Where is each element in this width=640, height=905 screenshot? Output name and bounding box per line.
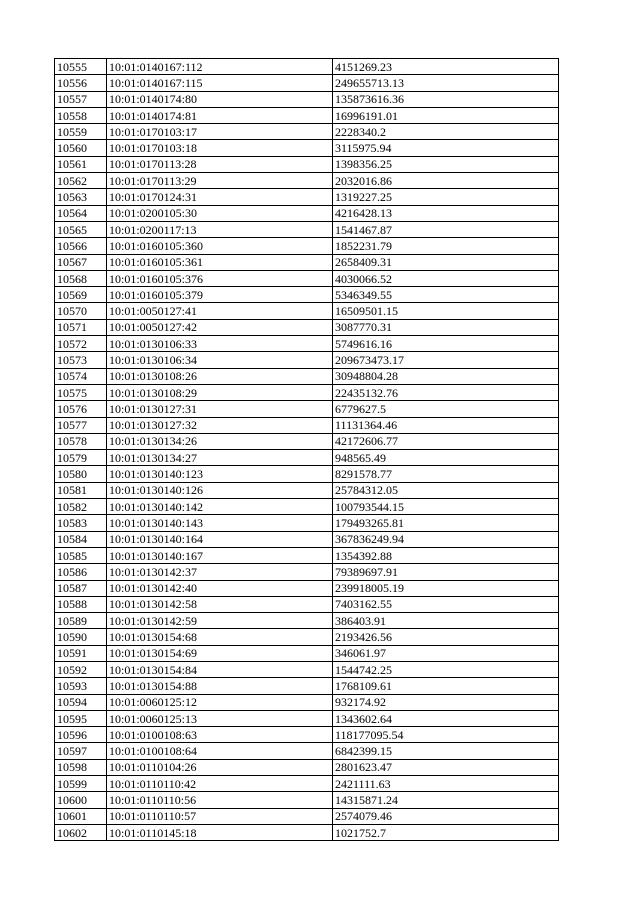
value-cell: 8291578.77 — [333, 466, 559, 482]
row-number-cell: 10571 — [55, 319, 107, 335]
row-number-cell: 10584 — [55, 531, 107, 547]
cadastral-number-cell: 10:01:0130142:40 — [107, 580, 333, 596]
value-cell: 948565.49 — [333, 450, 559, 466]
value-cell: 42172606.77 — [333, 433, 559, 449]
table-row — [55, 384, 559, 400]
row-number-cell: 10556 — [55, 75, 107, 91]
table-row — [55, 205, 559, 221]
row-number-cell: 10589 — [55, 613, 107, 629]
value-cell: 79389697.91 — [333, 564, 559, 580]
row-number-cell: 10569 — [55, 287, 107, 303]
row-number-cell: 10560 — [55, 140, 107, 156]
table-row — [55, 645, 559, 661]
value-cell: 2574079.46 — [333, 808, 559, 824]
value-cell: 3087770.31 — [333, 319, 559, 335]
table-row — [55, 173, 559, 189]
row-number-cell: 10598 — [55, 759, 107, 775]
value-cell: 239918005.19 — [333, 580, 559, 596]
cadastral-number-cell: 10:01:0130108:29 — [107, 384, 333, 400]
cadastral-number-cell: 10:01:0200117:13 — [107, 221, 333, 237]
value-cell: 22435132.76 — [333, 384, 559, 400]
cadastral-number-cell: 10:01:0130140:142 — [107, 499, 333, 515]
table-row — [55, 613, 559, 629]
row-number-cell: 10555 — [55, 59, 107, 75]
cadastral-number-cell: 10:01:0130127:31 — [107, 401, 333, 417]
table-row — [55, 580, 559, 596]
table-row — [55, 564, 559, 580]
cadastral-number-cell: 10:01:0160105:376 — [107, 270, 333, 286]
value-cell: 2801623.47 — [333, 759, 559, 775]
table-row — [55, 727, 559, 743]
row-number-cell: 10597 — [55, 743, 107, 759]
cadastral-number-cell: 10:01:0200105:30 — [107, 205, 333, 221]
row-number-cell: 10587 — [55, 580, 107, 596]
row-number-cell: 10572 — [55, 336, 107, 352]
value-cell: 209673473.17 — [333, 352, 559, 368]
table-row — [55, 661, 559, 677]
table-row — [55, 792, 559, 808]
cadastral-number-cell: 10:01:0050127:42 — [107, 319, 333, 335]
row-number-cell: 10601 — [55, 808, 107, 824]
row-number-cell: 10559 — [55, 124, 107, 140]
value-cell: 5749616.16 — [333, 336, 559, 352]
row-number-cell: 10599 — [55, 776, 107, 792]
table-row — [55, 336, 559, 352]
cadastral-number-cell: 10:01:0160105:361 — [107, 254, 333, 270]
value-cell: 2032016.86 — [333, 173, 559, 189]
row-number-cell: 10570 — [55, 303, 107, 319]
row-number-cell: 10586 — [55, 564, 107, 580]
value-cell: 100793544.15 — [333, 499, 559, 515]
table-row — [55, 824, 559, 840]
cadastral-number-cell: 10:01:0130134:27 — [107, 450, 333, 466]
value-cell: 2193426.56 — [333, 629, 559, 645]
table-row — [55, 156, 559, 172]
cadastral-number-cell: 10:01:0110110:57 — [107, 808, 333, 824]
value-cell: 16509501.15 — [333, 303, 559, 319]
value-cell: 1541467.87 — [333, 221, 559, 237]
row-number-cell: 10582 — [55, 499, 107, 515]
table-row — [55, 91, 559, 107]
cadastral-number-cell: 10:01:0170113:29 — [107, 173, 333, 189]
value-cell: 5346349.55 — [333, 287, 559, 303]
cadastral-number-cell: 10:01:0130154:68 — [107, 629, 333, 645]
value-cell: 386403.91 — [333, 613, 559, 629]
cadastral-number-cell: 10:01:0060125:13 — [107, 710, 333, 726]
table-row — [55, 678, 559, 694]
cadastral-number-cell: 10:01:0130142:59 — [107, 613, 333, 629]
cadastral-number-cell: 10:01:0140167:112 — [107, 59, 333, 75]
table-row — [55, 499, 559, 515]
row-number-cell: 10581 — [55, 482, 107, 498]
row-number-cell: 10577 — [55, 417, 107, 433]
cadastral-number-cell: 10:01:0130108:26 — [107, 368, 333, 384]
table-row — [55, 759, 559, 775]
cadastral-number-cell: 10:01:0140174:80 — [107, 91, 333, 107]
value-cell: 179493265.81 — [333, 515, 559, 531]
row-number-cell: 10573 — [55, 352, 107, 368]
value-cell: 2421111.63 — [333, 776, 559, 792]
row-number-cell: 10574 — [55, 368, 107, 384]
cadastral-number-cell: 10:01:0130106:33 — [107, 336, 333, 352]
row-number-cell: 10595 — [55, 710, 107, 726]
value-cell: 1343602.64 — [333, 710, 559, 726]
value-cell: 249655713.13 — [333, 75, 559, 91]
value-cell: 7403162.55 — [333, 596, 559, 612]
table-row — [55, 303, 559, 319]
value-cell: 4216428.13 — [333, 205, 559, 221]
row-number-cell: 10566 — [55, 238, 107, 254]
table-row — [55, 319, 559, 335]
table-row — [55, 189, 559, 205]
value-cell: 1852231.79 — [333, 238, 559, 254]
table-row — [55, 596, 559, 612]
value-cell: 932174.92 — [333, 694, 559, 710]
row-number-cell: 10590 — [55, 629, 107, 645]
row-number-cell: 10593 — [55, 678, 107, 694]
value-cell: 14315871.24 — [333, 792, 559, 808]
value-cell: 4151269.23 — [333, 59, 559, 75]
value-cell: 1319227.25 — [333, 189, 559, 205]
table-row — [55, 515, 559, 531]
table-row — [55, 450, 559, 466]
cadastral-number-cell: 10:01:0130154:84 — [107, 661, 333, 677]
cadastral-number-cell: 10:01:0100108:63 — [107, 727, 333, 743]
value-cell: 4030066.52 — [333, 270, 559, 286]
cadastral-number-cell: 10:01:0110145:18 — [107, 824, 333, 840]
row-number-cell: 10591 — [55, 645, 107, 661]
table-row — [55, 368, 559, 384]
value-cell: 25784312.05 — [333, 482, 559, 498]
row-number-cell: 10564 — [55, 205, 107, 221]
table-row — [55, 482, 559, 498]
value-cell: 11131364.46 — [333, 417, 559, 433]
row-number-cell: 10562 — [55, 173, 107, 189]
table-row — [55, 531, 559, 547]
table-row — [55, 221, 559, 237]
cadastral-number-cell: 10:01:0160105:379 — [107, 287, 333, 303]
cadastral-number-cell: 10:01:0060125:12 — [107, 694, 333, 710]
table-row — [55, 401, 559, 417]
cadastral-number-cell: 10:01:0130154:69 — [107, 645, 333, 661]
row-number-cell: 10568 — [55, 270, 107, 286]
value-cell: 2658409.31 — [333, 254, 559, 270]
value-cell: 3115975.94 — [333, 140, 559, 156]
table-row — [55, 743, 559, 759]
table-row — [55, 59, 559, 75]
table-row — [55, 352, 559, 368]
row-number-cell: 10557 — [55, 91, 107, 107]
cadastral-number-cell: 10:01:0160105:360 — [107, 238, 333, 254]
table-row — [55, 694, 559, 710]
row-number-cell: 10575 — [55, 384, 107, 400]
value-cell: 367836249.94 — [333, 531, 559, 547]
value-cell: 6779627.5 — [333, 401, 559, 417]
value-cell: 1768109.61 — [333, 678, 559, 694]
row-number-cell: 10565 — [55, 221, 107, 237]
value-cell: 1354392.88 — [333, 547, 559, 563]
table-row — [55, 140, 559, 156]
value-cell: 1398356.25 — [333, 156, 559, 172]
table-row — [55, 547, 559, 563]
cadastral-number-cell: 10:01:0130140:167 — [107, 547, 333, 563]
value-cell: 2228340.2 — [333, 124, 559, 140]
row-number-cell: 10583 — [55, 515, 107, 531]
table-row — [55, 254, 559, 270]
cadastral-number-cell: 10:01:0130142:37 — [107, 564, 333, 580]
cadastral-number-cell: 10:01:0130142:58 — [107, 596, 333, 612]
row-number-cell: 10585 — [55, 547, 107, 563]
cadastral-number-cell: 10:01:0170103:18 — [107, 140, 333, 156]
table-row — [55, 629, 559, 645]
cadastral-number-cell: 10:01:0130154:88 — [107, 678, 333, 694]
row-number-cell: 10567 — [55, 254, 107, 270]
value-cell: 135873616.36 — [333, 91, 559, 107]
cadastral-number-cell: 10:01:0130140:143 — [107, 515, 333, 531]
table-row — [55, 417, 559, 433]
row-number-cell: 10592 — [55, 661, 107, 677]
row-number-cell: 10563 — [55, 189, 107, 205]
row-number-cell: 10576 — [55, 401, 107, 417]
cadastral-number-cell: 10:01:0170113:28 — [107, 156, 333, 172]
table-row — [55, 287, 559, 303]
cadastral-number-cell: 10:01:0130140:123 — [107, 466, 333, 482]
cadastral-number-cell: 10:01:0100108:64 — [107, 743, 333, 759]
cadastral-number-cell: 10:01:0110104:26 — [107, 759, 333, 775]
row-number-cell: 10600 — [55, 792, 107, 808]
row-number-cell: 10588 — [55, 596, 107, 612]
row-number-cell: 10558 — [55, 107, 107, 123]
table-body — [55, 59, 559, 841]
value-cell: 30948804.28 — [333, 368, 559, 384]
table-row — [55, 238, 559, 254]
row-number-cell: 10579 — [55, 450, 107, 466]
cadastral-number-cell: 10:01:0140174:81 — [107, 107, 333, 123]
cadastral-number-cell: 10:01:0170103:17 — [107, 124, 333, 140]
value-cell: 6842399.15 — [333, 743, 559, 759]
cadastral-number-cell: 10:01:0050127:41 — [107, 303, 333, 319]
table-row — [55, 776, 559, 792]
table-row — [55, 466, 559, 482]
value-cell: 16996191.01 — [333, 107, 559, 123]
cadastral-number-cell: 10:01:0170124:31 — [107, 189, 333, 205]
table-row — [55, 433, 559, 449]
cadastral-number-cell: 10:01:0130140:126 — [107, 482, 333, 498]
row-number-cell: 10561 — [55, 156, 107, 172]
table-row — [55, 107, 559, 123]
table-row — [55, 270, 559, 286]
table-row — [55, 808, 559, 824]
cadastral-number-cell: 10:01:0140167:115 — [107, 75, 333, 91]
row-number-cell: 10596 — [55, 727, 107, 743]
value-cell: 1544742.25 — [333, 661, 559, 677]
cadastral-number-cell: 10:01:0130140:164 — [107, 531, 333, 547]
data-table — [54, 58, 559, 841]
value-cell: 346061.97 — [333, 645, 559, 661]
value-cell: 118177095.54 — [333, 727, 559, 743]
cadastral-number-cell: 10:01:0110110:56 — [107, 792, 333, 808]
cadastral-number-cell: 10:01:0130134:26 — [107, 433, 333, 449]
cadastral-number-cell: 10:01:0130127:32 — [107, 417, 333, 433]
table-row — [55, 710, 559, 726]
value-cell: 1021752.7 — [333, 824, 559, 840]
cadastral-number-cell: 10:01:0110110:42 — [107, 776, 333, 792]
row-number-cell: 10580 — [55, 466, 107, 482]
row-number-cell: 10578 — [55, 433, 107, 449]
table-row — [55, 75, 559, 91]
cadastral-number-cell: 10:01:0130106:34 — [107, 352, 333, 368]
row-number-cell: 10594 — [55, 694, 107, 710]
table-row — [55, 124, 559, 140]
row-number-cell: 10602 — [55, 824, 107, 840]
